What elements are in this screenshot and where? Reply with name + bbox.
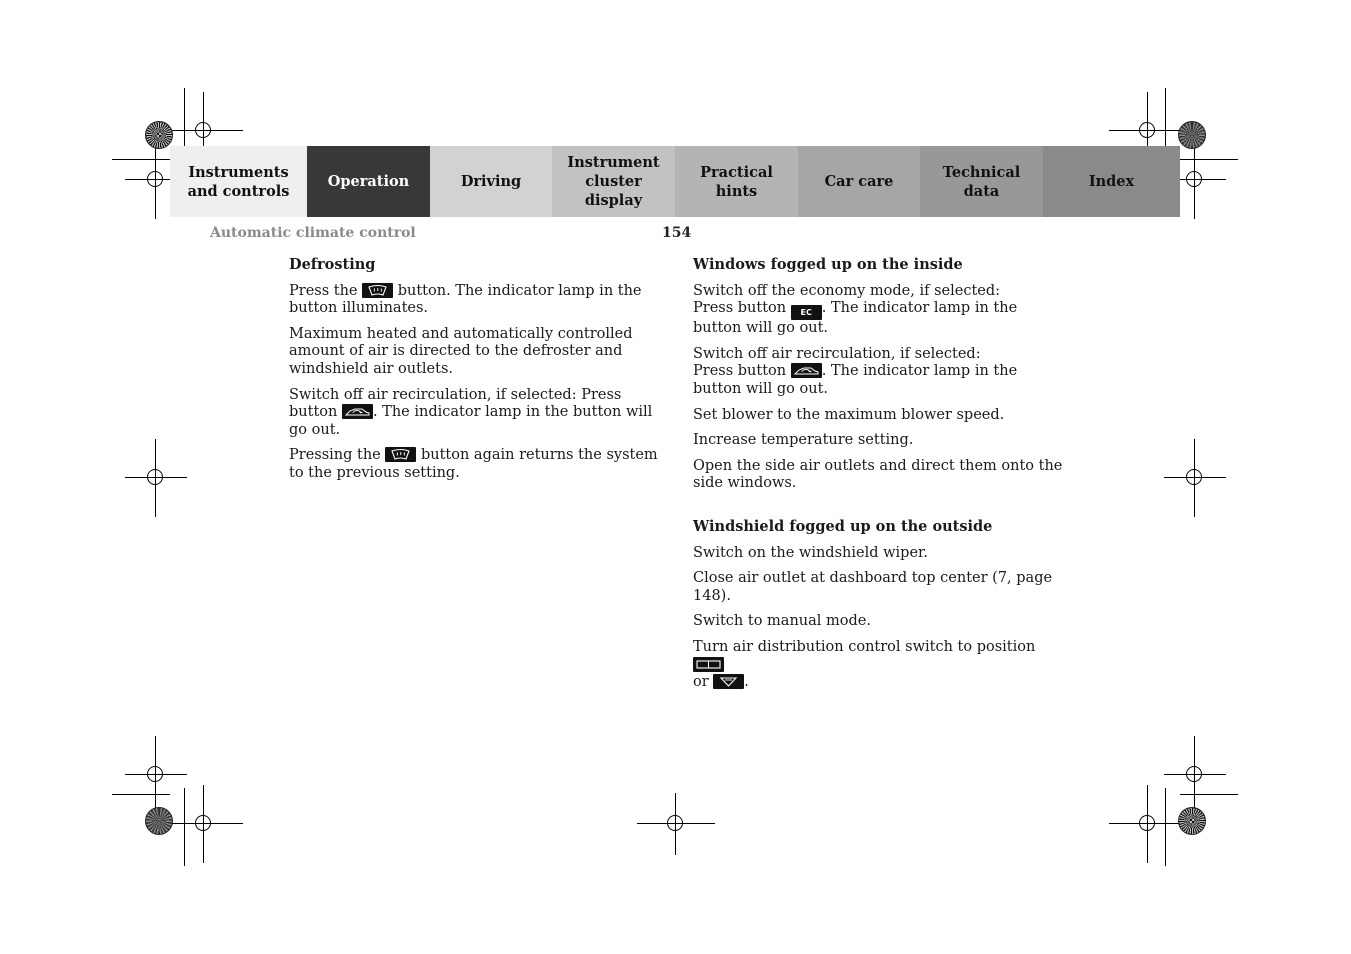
tab-label-line1: Instruments: [188, 163, 289, 181]
tab-label: Driving: [460, 173, 522, 190]
text: or: [693, 674, 714, 691]
text: Turn air distribution control switch to position: [693, 638, 1036, 655]
tab-label-line2: cluster display: [584, 173, 643, 209]
paragraph: Increase temperature setting.: [693, 432, 914, 449]
crop-line-top-left-horizontal: [112, 159, 170, 160]
economy-mode-icon: EC: [791, 305, 822, 320]
text: . The indicator lamp in the button will go out.: [693, 300, 1018, 337]
crop-line-bottom-left-vertical: [184, 788, 185, 866]
defrost-position-icon: [713, 674, 744, 689]
paragraph: Switch on the windshield wiper.: [693, 544, 928, 561]
tab-label: Car care: [824, 173, 894, 190]
paragraph: Maximum heated and automatically controlled amount of air is directed to the defroster and windshield air outlets.: [289, 325, 633, 377]
windshield-position-icon: [693, 657, 724, 672]
paragraph: Set blower to the maximum blower speed.: [693, 406, 1005, 423]
paragraph: [693, 283, 1067, 338]
right-column: [693, 256, 1067, 700]
tab-instruments-and-controls[interactable]: [170, 146, 307, 217]
paragraph: [693, 346, 1067, 399]
paragraph: [289, 283, 661, 318]
crop-line-bottom-right-horizontal: [1180, 794, 1238, 795]
text: Switch off the economy mode, if selected:: [693, 282, 1001, 299]
tab-label-line2: data: [963, 182, 1000, 200]
paragraph: Switch to manual mode.: [693, 613, 871, 630]
chapter-navigation: [170, 146, 1180, 217]
color-rosette-bottom-right: [1178, 807, 1206, 835]
paragraph: [693, 639, 1067, 692]
tab-label: Index: [1088, 173, 1135, 190]
text: Press button: [693, 363, 791, 380]
tab-technical-data[interactable]: [920, 146, 1043, 217]
paragraph: Open the side air outlets and direct them onto the side windows.: [693, 457, 1063, 492]
defrost-icon: [385, 447, 416, 462]
color-rosette-bottom-left: [145, 807, 173, 835]
color-rosette-top-left: [145, 121, 173, 149]
text: .: [744, 674, 749, 691]
paragraph: Close air outlet at dashboard top center (7, page 148).: [693, 570, 1053, 604]
tab-label-line1: Technical: [942, 163, 1021, 181]
text: Switch off air recirculation, if selected: Press button: [289, 386, 622, 421]
crop-line-bottom-right-vertical: [1165, 788, 1166, 866]
tab-label-line1: Instrument: [567, 154, 660, 171]
crop-line-top-right-horizontal: [1180, 159, 1238, 160]
defrost-icon: [362, 283, 393, 298]
tab-driving[interactable]: [430, 146, 552, 217]
left-column: [289, 256, 661, 491]
recirculation-icon: [791, 363, 822, 378]
crop-line-bottom-left-horizontal: [112, 794, 170, 795]
tab-practical-hints[interactable]: [675, 146, 798, 217]
tab-operation[interactable]: [307, 146, 430, 217]
tab-index[interactable]: [1043, 146, 1180, 217]
text: button. The indicator lamp in the button illuminates.: [289, 282, 642, 317]
section-spacer: [693, 501, 1067, 518]
text: Press the: [289, 282, 363, 299]
text: . The indicator lamp in the button will go out.: [693, 363, 1018, 397]
heading-windshield-fogged-outside: Windshield fogged up on the outside: [693, 517, 993, 535]
text: Press button: [693, 300, 791, 317]
tab-label-line2: and controls: [187, 182, 290, 200]
tab-label: Practical hints: [700, 163, 773, 200]
tab-car-care[interactable]: [798, 146, 920, 217]
text: . The indicator lamp in the button will go out.: [289, 404, 653, 438]
tab-label: Operation: [327, 173, 410, 190]
paragraph: [289, 447, 661, 482]
recirculation-icon: [342, 404, 373, 419]
text: button again returns the system to the previous setting.: [289, 447, 658, 481]
tab-instrument-cluster-display[interactable]: [552, 146, 675, 217]
section-running-head: Automatic climate control: [210, 225, 416, 241]
paragraph: [289, 387, 661, 440]
color-rosette-top-right: [1178, 121, 1206, 149]
heading-defrosting: Defrosting: [289, 256, 376, 273]
heading-windows-fogged-inside: Windows fogged up on the inside: [693, 256, 963, 273]
page-number: 154: [662, 225, 692, 241]
text: Pressing the: [289, 447, 386, 464]
text: Switch off air recirculation, if selected:: [693, 345, 981, 362]
